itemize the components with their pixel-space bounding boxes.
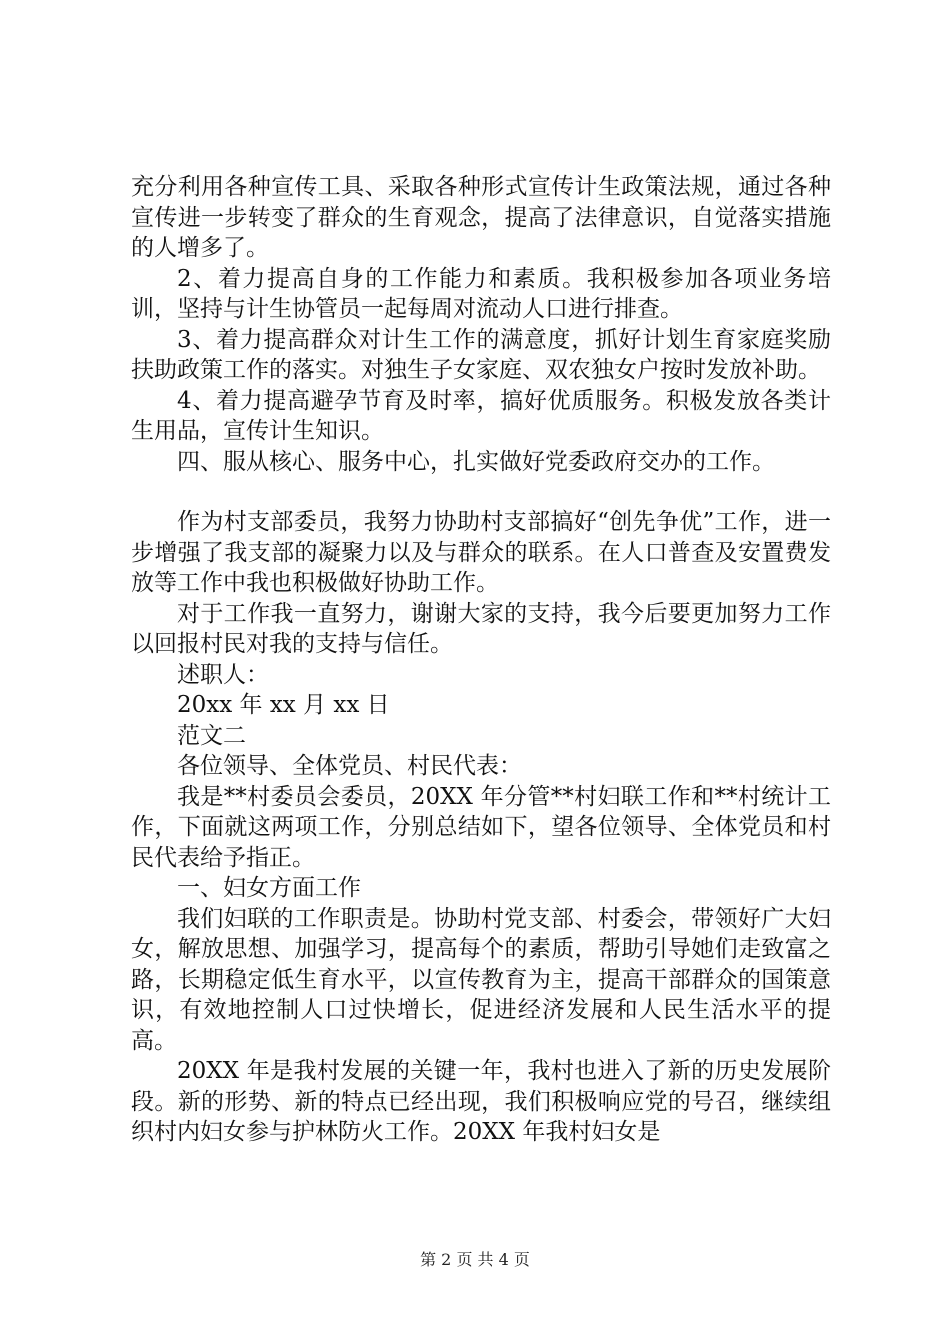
salutation: 各位领导、全体党员、村民代表：	[177, 753, 522, 779]
section-heading: 一、妇女方面工作	[177, 875, 361, 901]
date-line: 20xx 年 xx 月 xx 日	[177, 692, 390, 718]
paragraph: 充分利用各种宣传工具、采取各种形式宣传计生政策法规，通过各种宣传进一步转变了群众的生育观念，提高了法律意识，自觉落实措施的人增多了。	[131, 174, 831, 261]
signature-label: 述职人：	[177, 661, 269, 688]
paragraph: 2、着力提高自身的工作能力和素质。我积极参加各项业务培训，坚持与计生协管员一起每周对流动人口进行排查。	[131, 265, 831, 322]
paragraph: 20XX 年是我村发展的关键一年，我村也进入了新的历史发展阶段。新的形势、新的特点已经出现，我们积极响应党的号召，继续组织村内妇女参与护林防火工作。20XX 年我村妇女是	[131, 1058, 831, 1145]
paragraph: 4、着力提高避孕节育及时率，搞好优质服务。积极发放各类计生用品，宣传计生知识。	[131, 387, 831, 444]
paragraph: 对于工作我一直努力，谢谢大家的支持，我今后要更加努力工作以回报村民对我的支持与信任。	[131, 600, 831, 657]
section-heading: 四、服从核心、服务中心，扎实做好党委政府交办的工作。	[177, 448, 775, 475]
paragraph: 作为村支部委员，我努力协助村支部搞好“创先争优”工作，进一步增强了我支部的凝聚力以及与群众的联系。在人口普查及安置费发放等工作中我也积极做好协助工作。	[131, 509, 831, 596]
document-body	[131, 172, 831, 1148]
paragraph: 我们妇联的工作职责是。协助村党支部、村委会，带领好广大妇女，解放思想、加强学习，提高每个的素质，帮助引导她们走致富之路，长期稳定低生育水平，以宣传教育为主，提高干部群众的国策意识，有效地控制人口过快增长，促进经济发展和人民生活水平的提高。	[131, 905, 831, 1054]
paragraph: 我是**村委员会委员，20XX 年分管**村妇联工作和**村统计工作，下面就这两项工作，分别总结如下，望各位领导、全体党员和村民代表给予指正。	[131, 783, 831, 871]
page-number-footer: 第 2 页 共 4 页	[420, 1250, 530, 1269]
paragraph: 3、着力提高群众对计生工作的满意度，抓好计划生育家庭奖励扶助政策工作的落实。对独生子女家庭、双农独女户按时发放补助。	[131, 326, 831, 383]
sample-title: 范文二	[177, 722, 246, 749]
